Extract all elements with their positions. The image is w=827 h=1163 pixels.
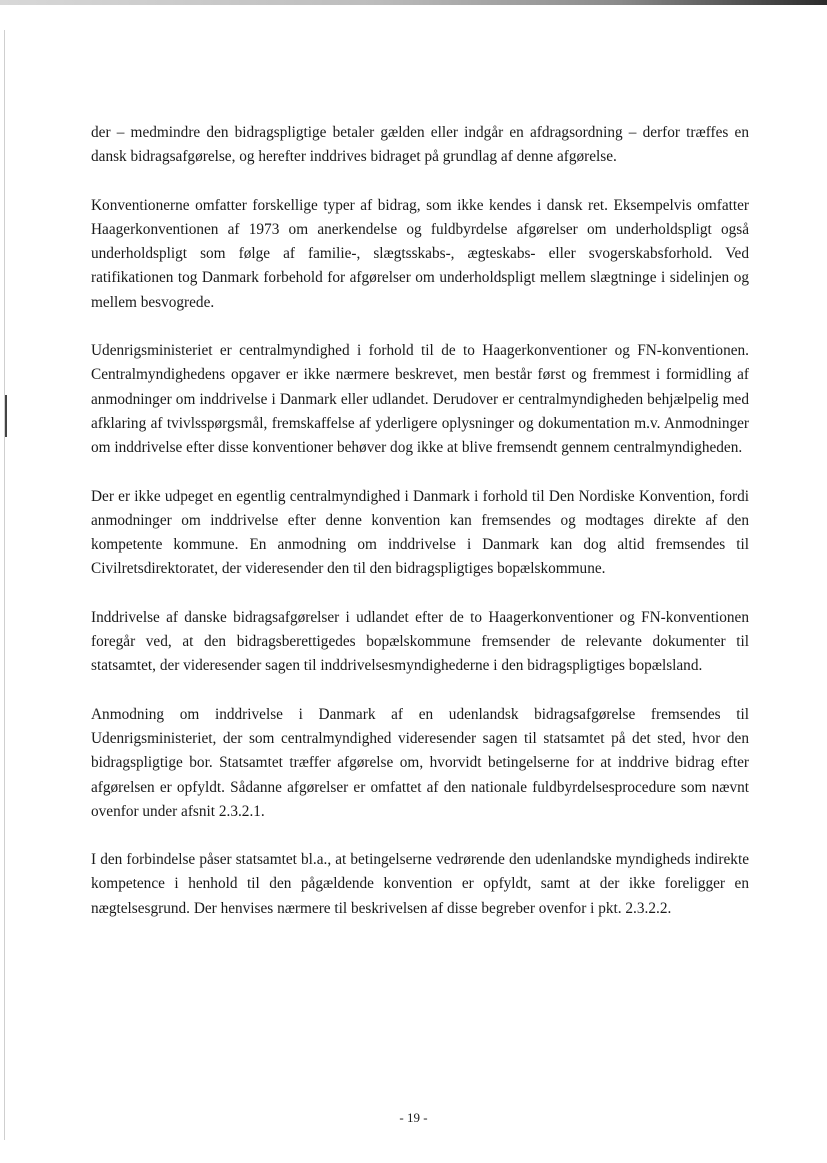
scan-margin-mark <box>5 395 7 437</box>
document-body <box>91 121 749 945</box>
scan-top-edge <box>0 0 827 5</box>
paragraph-inddrivelse-danmark: Anmodning om inddrivelse i Danmark af en udenlandsk bidragsafgørelse fremsendes til Udenrigsministeriet, der som centralmyndighed videresender sagen til statsamtet på det sted, hvor den bidragspligtige bor. Statsamtet træffer afgørelse om, hvorvidt betingelserne for at inddrive bidrag efter afgørelsen er opfyldt. Sådanne afgørelser er omfattet af den nationale fuldbyrdelsesprocedure som nævnt ovenfor under afsnit 2.3.2.1. <box>91 705 749 820</box>
paragraph-inddrivelse-udland: Inddrivelse af danske bidragsafgørelser i udlandet efter de to Haagerkonventioner og FN-konventionen foregår ved, at den bidragsberettigedes bopælskommune fremsender de relevante dokumenter til statsamtet, der videresender sagen til inddrivelsesmyndighederne i den bidragspligtiges bopælsland. <box>91 608 749 675</box>
paragraph-bidragstyper: Konventionerne omfatter forskellige typer af bidrag, som ikke kendes i dansk ret. Eksempelvis omfatter Haagerkonventionen af 1973 om anerkendelse og fuldbyrdelse afgørelser om underholdspligt også underholdspligt som følge af familie-, slægtsskabs-, ægteskabs- eller svogerskabsforhold. Ved ratifikationen tog Danmark forbehold for afgørelser om underholdspligt mellem slægtninge i sidelinjen og mellem besvogrede. <box>91 196 749 311</box>
scan-left-edge <box>4 30 5 1140</box>
paragraph-statsamtet: I den forbindelse påser statsamtet bl.a., at betingelserne vedrørende den udenlandske myndigheds indirekte kompetence i henhold til den pågældende konvention er opfyldt, samt at der ikke foreligger en nægtelsesgrund. Der henvises nærmere til beskrivelsen af disse begreber ovenfor i pkt. 2.3.2.2. <box>91 851 749 917</box>
paragraph-centralmyndighed: Udenrigsministeriet er centralmyndighed i forhold til de to Haagerkonventioner og FN-konventionen. Centralmyndighedens opgaver er ikke nærmere beskrevet, men består først og fremmest i formidling af anmodninger om inddrivelse i Danmark eller udlandet. Derudover er centralmyndigheden behjælpelig med afklaring af tvivlsspørgsmål, fremskaffelse af yderligere oplysninger og dokumentation m.v. Anmodninger om inddrivelse efter disse konventioner behøver dog ikke at blive fremsendt gennem centralmyndigheden. <box>91 342 749 457</box>
paragraph-nordiske-konvention: Der er ikke udpeget en egentlig centralmyndighed i Danmark i forhold til Den Nordiske Konvention, fordi anmodninger om inddrivelse efter denne konvention kan fremsendes og modtages direkte af den kompetente kommune. En anmodning om inddrivelse i Danmark kan dog altid fremsendes til Civilretsdirektoratet, der videresender den til den bidragspligtiges bopælskommune. <box>91 487 749 578</box>
paragraph-continuation: der – medmindre den bidragspligtige betaler gælden eller indgår en afdragsordning – derfor træffes en dansk bidragsafgørelse, og herefter inddrives bidraget på grundlag af denne afgørelse. <box>91 124 749 166</box>
page-number: - 19 - <box>399 1110 428 1125</box>
